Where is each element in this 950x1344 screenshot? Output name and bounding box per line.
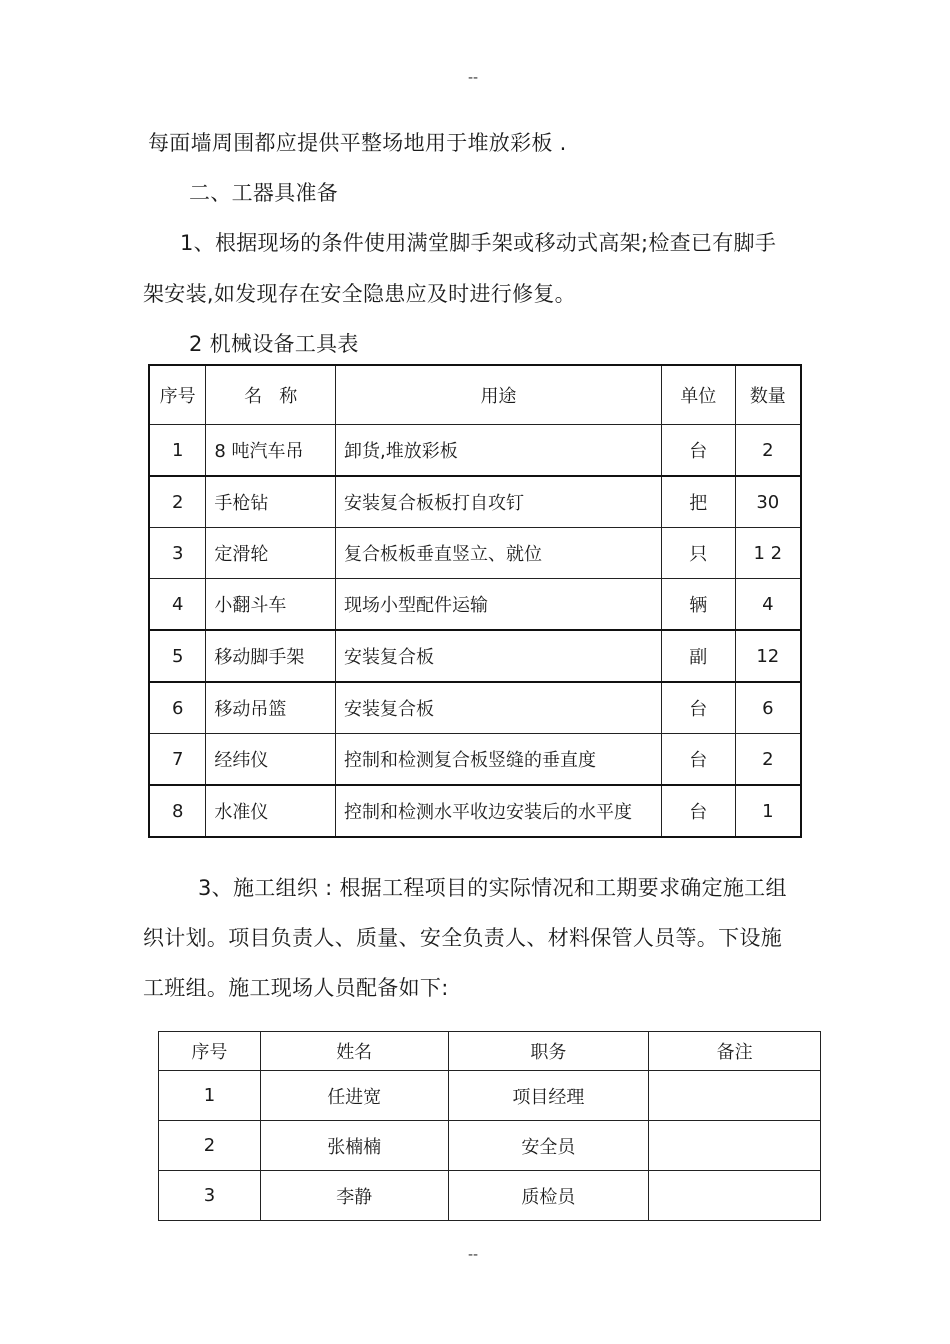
header-cell-remarks: 备注 [649,1032,821,1071]
cell-unit: 台 [661,734,735,786]
header-cell-name: 名 称 [206,365,336,425]
section-heading-tools: 二、工器具准备 [189,181,339,205]
table-row [149,682,801,734]
cell-purpose: 安装复合板 [336,682,662,734]
equipment-header-row [149,365,801,425]
staff-header-row [159,1032,821,1071]
cell-quantity: 2 [735,734,801,786]
cell-index: 4 [149,579,206,631]
cell-name: 移动吊篮 [206,682,336,734]
cell-index: 5 [149,630,206,682]
cell-name: 李静 [260,1171,448,1221]
equipment-table [148,364,802,838]
cell-name: 经纬仪 [206,734,336,786]
cell-unit: 只 [661,528,735,579]
item3-line2: 织计划。项目负责人、质量、安全负责人、材料保管人员等。下设施 [143,926,782,950]
table-row [149,476,801,528]
cell-quantity: 6 [735,682,801,734]
cell-quantity: 12 [735,630,801,682]
table-row [149,785,801,837]
cell-remarks [649,1121,821,1171]
header-cell-quantity: 数量 [735,365,801,425]
header-cell-name: 姓名 [260,1032,448,1071]
cell-remarks [649,1071,821,1121]
cell-position: 安全员 [448,1121,649,1171]
cell-name: 8 吨汽车吊 [206,425,336,477]
cell-index: 6 [149,682,206,734]
item3-line3: 工班组。施工现场人员配备如下: [143,976,449,1000]
cell-name: 小翻斗车 [206,579,336,631]
item3-line1: 3、施工组织 : 根据工程项目的实际情况和工期要求确定施工组 [198,876,787,900]
table-row [149,630,801,682]
table-row [149,579,801,631]
cell-index: 7 [149,734,206,786]
cell-quantity: 4 [735,579,801,631]
table-row [149,425,801,477]
cell-name: 移动脚手架 [206,630,336,682]
cell-name: 任进宽 [260,1071,448,1121]
cell-purpose: 安装复合板 [336,630,662,682]
cell-index: 2 [159,1121,261,1171]
table-row [149,528,801,579]
cell-unit: 把 [661,476,735,528]
cell-purpose: 卸货,堆放彩板 [336,425,662,477]
cell-index: 1 [159,1071,261,1121]
header-cell-index: 序号 [159,1032,261,1071]
cell-index: 3 [159,1171,261,1221]
cell-position: 项目经理 [448,1071,649,1121]
cell-quantity: 1 [735,785,801,837]
header-cell-index: 序号 [149,365,206,425]
cell-name: 手枪钻 [206,476,336,528]
cell-unit: 台 [661,682,735,734]
paragraph-storage: 每面墙周围都应提供平整场地用于堆放彩板 . [148,131,567,155]
table-row [159,1121,821,1171]
cell-quantity: 30 [735,476,801,528]
table-row [159,1171,821,1221]
cell-remarks [649,1171,821,1221]
item1-line2: 架安装,如发现存在安全隐患应及时进行修复。 [143,282,576,306]
header-cell-position: 职务 [448,1032,649,1071]
item1-line1: 1、根据现场的条件使用满堂脚手架或移动式高架;检查已有脚手 [180,231,777,255]
cell-unit: 辆 [661,579,735,631]
cell-index: 1 [149,425,206,477]
cell-unit: 副 [661,630,735,682]
cell-name: 定滑轮 [206,528,336,579]
cell-position: 质检员 [448,1171,649,1221]
cell-index: 8 [149,785,206,837]
item2-title: 2 机械设备工具表 [189,332,359,356]
cell-index: 2 [149,476,206,528]
cell-unit: 台 [661,425,735,477]
cell-purpose: 复合板板垂直竖立、就位 [336,528,662,579]
staff-table [158,1031,821,1221]
table-row [159,1071,821,1121]
cell-unit: 台 [661,785,735,837]
header-cell-purpose: 用途 [336,365,662,425]
cell-purpose: 控制和检测水平收边安装后的水平度 [336,785,662,837]
cell-quantity: 2 [735,425,801,477]
cell-name: 张楠楠 [260,1121,448,1171]
cell-name: 水准仪 [206,785,336,837]
header-cell-unit: 单位 [661,365,735,425]
cell-purpose: 控制和检测复合板竖缝的垂直度 [336,734,662,786]
cell-quantity: 1 2 [735,528,801,579]
cell-index: 3 [149,528,206,579]
table-row [149,734,801,786]
footer-marker: -- [468,1247,479,1263]
cell-purpose: 安装复合板板打自攻钉 [336,476,662,528]
header-marker: -- [468,70,479,86]
cell-purpose: 现场小型配件运输 [336,579,662,631]
